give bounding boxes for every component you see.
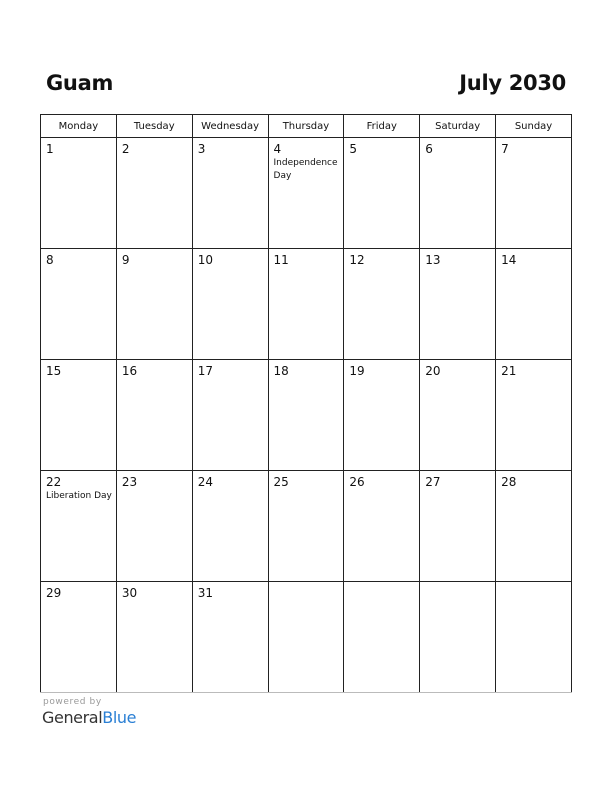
week-row (41, 582, 572, 693)
weekday-header: Sunday (496, 115, 572, 138)
day-number: 21 (501, 364, 517, 378)
day-number: 10 (197, 253, 213, 267)
day-number: 18 (273, 364, 289, 378)
day-cell (116, 138, 192, 249)
day-cell (344, 360, 420, 471)
day-cell (41, 138, 117, 249)
calendar-body (41, 138, 572, 693)
day-number: 4 (273, 142, 282, 156)
day-cell (496, 138, 572, 249)
footer-divider (40, 692, 572, 693)
day-number: 30 (121, 586, 138, 600)
day-cell (268, 360, 344, 471)
day-number: 24 (197, 475, 213, 489)
powered-by-text: powered by (43, 697, 102, 707)
day-number: 20 (425, 364, 441, 378)
day-cell (41, 471, 117, 582)
day-number: 16 (121, 364, 138, 378)
day-cell (41, 249, 117, 360)
day-cell (420, 138, 496, 249)
day-cell (116, 582, 192, 693)
day-number: 19 (349, 364, 365, 378)
day-number: 23 (121, 475, 138, 489)
day-number: 26 (349, 475, 365, 489)
day-number: 29 (46, 586, 62, 600)
weekday-header: Saturday (420, 115, 496, 138)
week-row (41, 249, 572, 360)
brand-blue: Blue (102, 708, 137, 727)
calendar-grid (40, 114, 572, 693)
month-year-title: July 2030 (459, 71, 566, 95)
day-cell (268, 138, 344, 249)
week-row (41, 471, 572, 582)
day-number: 25 (273, 475, 289, 489)
country-title: Guam (46, 71, 114, 95)
day-number: 7 (501, 142, 509, 156)
day-cell (41, 360, 117, 471)
day-cell (116, 249, 192, 360)
day-number: 22 (46, 475, 62, 489)
day-cell (192, 138, 268, 249)
weekday-header: Thursday (268, 115, 344, 138)
day-number: 8 (46, 253, 54, 267)
day-cell (41, 582, 117, 693)
day-number: 5 (349, 142, 358, 156)
holiday-label: Independence Day (273, 158, 338, 181)
day-number: 2 (121, 142, 130, 156)
day-number: 12 (349, 253, 365, 267)
brand-general: General (42, 708, 103, 727)
day-number: 31 (197, 586, 213, 600)
day-number: 27 (425, 475, 441, 489)
day-number: 15 (46, 364, 62, 378)
day-cell (420, 249, 496, 360)
day-number: 6 (425, 142, 433, 156)
day-number: 1 (46, 142, 54, 156)
day-cell (420, 582, 496, 693)
day-cell (344, 249, 420, 360)
generalblue-logo[interactable] (42, 708, 136, 727)
day-cell (496, 582, 572, 693)
day-number: 28 (501, 475, 517, 489)
weekday-header: Wednesday (192, 115, 268, 138)
day-cell (192, 471, 268, 582)
day-cell (496, 249, 572, 360)
weekday-header: Monday (41, 115, 117, 138)
day-cell (268, 471, 344, 582)
day-cell (192, 582, 268, 693)
day-number: 9 (121, 253, 130, 267)
weekday-header-row (41, 115, 572, 138)
day-cell (268, 249, 344, 360)
day-cell (496, 471, 572, 582)
week-row (41, 360, 572, 471)
holiday-label: Liberation Day (46, 491, 112, 501)
day-cell (420, 471, 496, 582)
day-cell (116, 360, 192, 471)
day-number: 11 (273, 253, 289, 267)
day-number: 3 (197, 142, 206, 156)
day-cell (268, 582, 344, 693)
day-cell (344, 138, 420, 249)
day-number: 14 (501, 253, 517, 267)
day-number: 13 (425, 253, 441, 267)
day-cell (420, 360, 496, 471)
day-number: 17 (197, 364, 213, 378)
weekday-header: Friday (344, 115, 420, 138)
day-cell (192, 249, 268, 360)
day-cell (192, 360, 268, 471)
week-row (41, 138, 572, 249)
day-cell (116, 471, 192, 582)
weekday-header: Tuesday (116, 115, 192, 138)
day-cell (496, 360, 572, 471)
day-cell (344, 582, 420, 693)
day-cell (344, 471, 420, 582)
